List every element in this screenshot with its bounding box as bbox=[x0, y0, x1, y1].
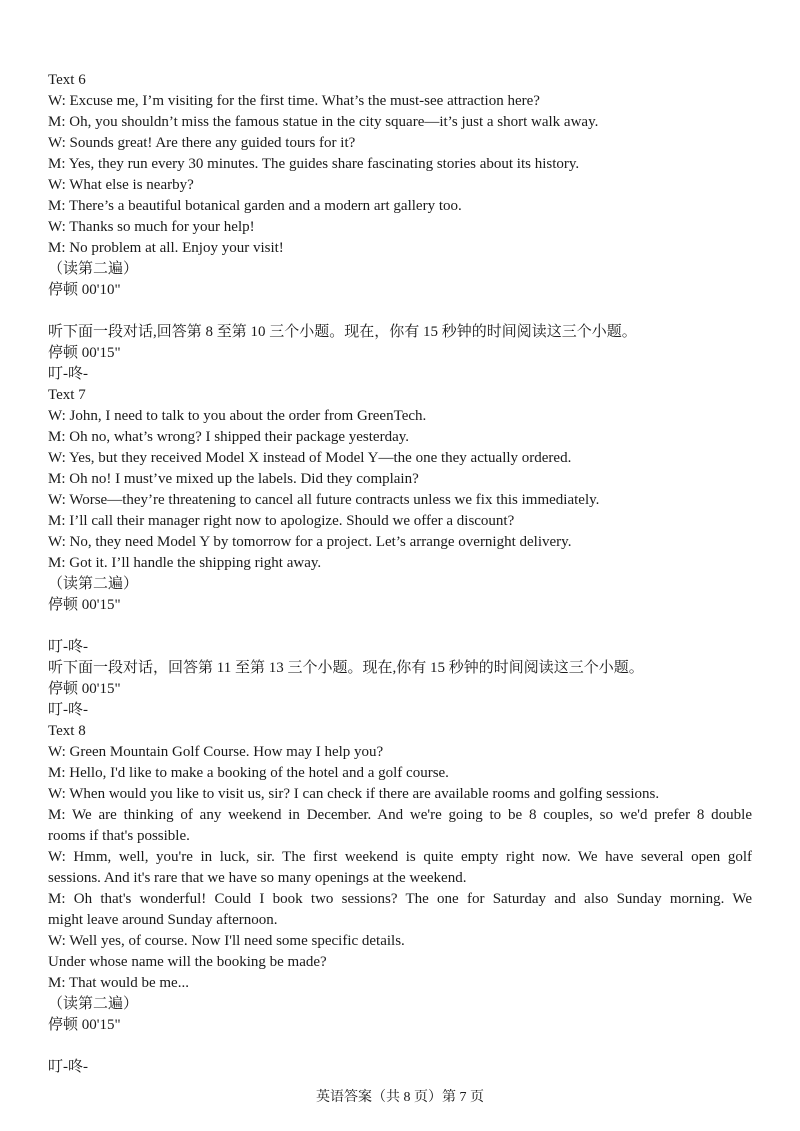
text-line: （读第二遍） bbox=[48, 261, 139, 277]
text-line: M: Oh no! I must’ve mixed up the labels. Did they complain? bbox=[48, 471, 419, 487]
text-line: W: Worse—they’re threatening to cancel all future contracts unless we fix this immediately. bbox=[48, 492, 600, 508]
text-line: Text 7 bbox=[48, 387, 86, 403]
text-line: Text 8 bbox=[48, 723, 86, 739]
text-line: 叮-咚- bbox=[48, 702, 88, 718]
text-line: W: Excuse me, I’m visiting for the first time. What’s the must-see attraction here? bbox=[48, 93, 540, 109]
text-line: M: We are thinking of any weekend in December. And we're going to be 8 couples, so we'd prefer 8 double bbox=[48, 807, 752, 823]
text-line: M: I’ll call their manager right now to apologize. Should we offer a discount? bbox=[48, 513, 515, 529]
text-line: W: John, I need to talk to you about the order from GreenTech. bbox=[48, 408, 427, 424]
text-line: Under whose name will the booking be made? bbox=[48, 954, 327, 970]
text-line: W: Hmm, well, you're in luck, sir. The first weekend is quite empty right now. We have several open golf bbox=[48, 849, 752, 865]
text-line: W: When would you like to visit us, sir? I can check if there are available rooms and golfing sessions. bbox=[48, 786, 660, 802]
text-line: W: Yes, but they received Model X instead of Model Y—the one they actually ordered. bbox=[48, 450, 572, 466]
blank-line bbox=[48, 616, 752, 637]
text-line: M: Yes, they run every 30 minutes. The guides share fascinating stories about its history. bbox=[48, 156, 580, 172]
page-footer: 英语答案（共 8 页）第 7 页 bbox=[316, 1090, 484, 1105]
blank-line bbox=[48, 301, 752, 322]
text-line: 停顿 00'15" bbox=[48, 345, 121, 361]
text-line: （读第二遍） bbox=[48, 576, 139, 592]
text-line: Text 6 bbox=[48, 72, 86, 88]
text-line: M: Got it. I’ll handle the shipping right away. bbox=[48, 555, 322, 571]
text-line: M: Oh that's wonderful! Could I book two sessions? The one for Saturday and also Sunday morning. We bbox=[48, 891, 752, 907]
text-line: rooms if that's possible. bbox=[48, 828, 190, 844]
blank-line bbox=[48, 1036, 752, 1057]
text-line: W: Green Mountain Golf Course. How may I help you? bbox=[48, 744, 384, 760]
text-line: （读第二遍） bbox=[48, 996, 139, 1012]
text-line: might leave around Sunday afternoon. bbox=[48, 912, 278, 928]
text-line: 叮-咚- bbox=[48, 639, 88, 655]
text-line: 停顿 00'10" bbox=[48, 282, 121, 298]
document-body bbox=[48, 70, 752, 1078]
text-line: M: There’s a beautiful botanical garden and a modern art gallery too. bbox=[48, 198, 462, 214]
text-line: W: What else is nearby? bbox=[48, 177, 194, 193]
text-line: M: That would be me... bbox=[48, 975, 189, 991]
text-line: M: No problem at all. Enjoy your visit! bbox=[48, 240, 284, 256]
text-line: 停顿 00'15" bbox=[48, 597, 121, 613]
text-line: 停顿 00'15" bbox=[48, 681, 121, 697]
text-line: 听下面一段对话,回答第 8 至第 10 三个小题。现在，你有 15 秒钟的时间阅读这三个小题。 bbox=[48, 324, 637, 340]
text-line: 听下面一段对话，回答第 11 至第 13 三个小题。现在,你有 15 秒钟的时间阅读这三个小题。 bbox=[48, 660, 644, 676]
text-line: M: Hello, I'd like to make a booking of the hotel and a golf course. bbox=[48, 765, 449, 781]
text-line: 停顿 00'15" bbox=[48, 1017, 121, 1033]
text-line: W: Sounds great! Are there any guided tours for it? bbox=[48, 135, 356, 151]
text-line: W: Thanks so much for your help! bbox=[48, 219, 255, 235]
text-line: M: Oh, you shouldn’t miss the famous statue in the city square—it’s just a short walk away. bbox=[48, 114, 599, 130]
text-line: 叮-咚- bbox=[48, 366, 88, 382]
text-line: W: Well yes, of course. Now I'll need some specific details. bbox=[48, 933, 405, 949]
text-line: W: No, they need Model Y by tomorrow for a project. Let’s arrange overnight delivery. bbox=[48, 534, 572, 550]
text-line: sessions. And it's rare that we have so many openings at the weekend. bbox=[48, 870, 467, 886]
text-line: 叮-咚- bbox=[48, 1059, 88, 1075]
text-line: M: Oh no, what’s wrong? I shipped their package yesterday. bbox=[48, 429, 410, 445]
